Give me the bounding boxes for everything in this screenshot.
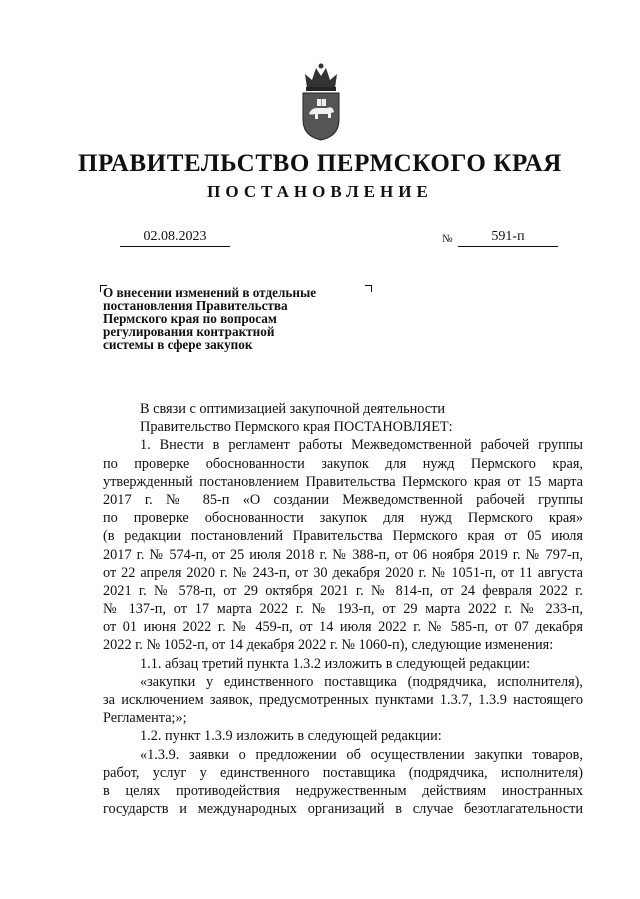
document-date: 02.08.2023	[143, 229, 207, 244]
number-sign: №	[442, 233, 453, 245]
body-line: № 137-п, от 17 марта 2022 г. № 193-п, от 29 марта 2022 г. № 233-п,	[103, 601, 583, 618]
date-underline	[120, 246, 230, 247]
body-line: по проверке обоснованности закупок для нужд Пермского края,	[103, 455, 583, 472]
body-line: в целях противодействия недружественным действиям иностранных	[103, 783, 583, 800]
subject-line: О внесении изменений в отдельные	[103, 285, 317, 300]
body-line: «закупки у единственного поставщика (подрядчика, исполнителя),	[140, 673, 583, 690]
body-line: от 22 апреля 2020 г. № 243-п, от 30 декабря 2020 г. № 1051-п, от 11 августа	[103, 564, 583, 581]
subject-line: регулирования контрактной	[103, 324, 275, 339]
subject-line: Пермского края по вопросам	[103, 311, 277, 326]
body-line: по проверке обоснованности закупок для нужд Пермского края»	[103, 510, 583, 527]
body-line: «1.3.9. заявки о предложении об осуществлении закупки товаров,	[140, 746, 583, 763]
body-line: В связи с оптимизацией закупочной деятельности	[140, 401, 446, 417]
subject-corner-right	[365, 285, 372, 292]
body-line: Правительство Пермского края ПОСТАНОВЛЯЕТ:	[140, 419, 453, 436]
subject-line: постановления Правительства	[103, 298, 288, 313]
body-line: 1.1. абзац третий пункта 1.3.2 изложить в следующей редакции:	[140, 655, 531, 672]
body-line: 1.2. пункт 1.3.9 изложить в следующей редакции:	[140, 728, 442, 745]
body-line: работ, услуг у единственного поставщика (подрядчика, исполнителя)	[103, 764, 583, 781]
body-line: 2017 г. № 85-п «О создании Межведомственной рабочей группы	[103, 491, 583, 508]
body-line: Регламента;»;	[103, 710, 187, 727]
body-line: государств и международных организаций в случае безотлагательности	[103, 801, 583, 818]
body-line: (в редакции постановлений Правительства Пермского края от 05 июля	[103, 528, 583, 545]
body-line: 1. Внести в регламент работы Межведомственной рабочей группы	[140, 437, 583, 454]
number-underline	[458, 246, 558, 247]
document-subject	[103, 286, 363, 351]
body-line: от 01 июня 2022 г. № 459-п, от 14 июля 2022 г. № 585-п, от 07 декабря	[103, 619, 583, 636]
document-number: 591-п	[491, 229, 525, 244]
body-line: 2022 г. № 1052-п, от 14 декабря 2022 г. № 1060-п), следующие изменения:	[103, 637, 554, 654]
document-body	[103, 400, 583, 818]
perm-krai-coat-of-arms-icon	[297, 62, 345, 142]
government-title: ПРАВИТЕЛЬСТВО ПЕРМСКОГО КРАЯ	[78, 150, 562, 177]
body-line: утвержденный постановлением Правительства Пермского края от 15 марта	[103, 473, 583, 490]
body-line: 2021 г. № 578-п, от 29 октября 2021 г. № 814-п, от 24 февраля 2022 г.	[103, 582, 583, 599]
body-line: 2017 г. № 574-п, от 25 июля 2018 г. № 388-п, от 06 ноября 2019 г. № 797-п,	[103, 546, 583, 563]
body-line: за исключением заявок, предусмотренных пунктами 1.3.7, 1.3.9 настоящего	[103, 692, 583, 709]
subject-line: системы в сфере закупок	[103, 337, 253, 352]
document-type: ПОСТАНОВЛЕНИЕ	[207, 182, 433, 201]
